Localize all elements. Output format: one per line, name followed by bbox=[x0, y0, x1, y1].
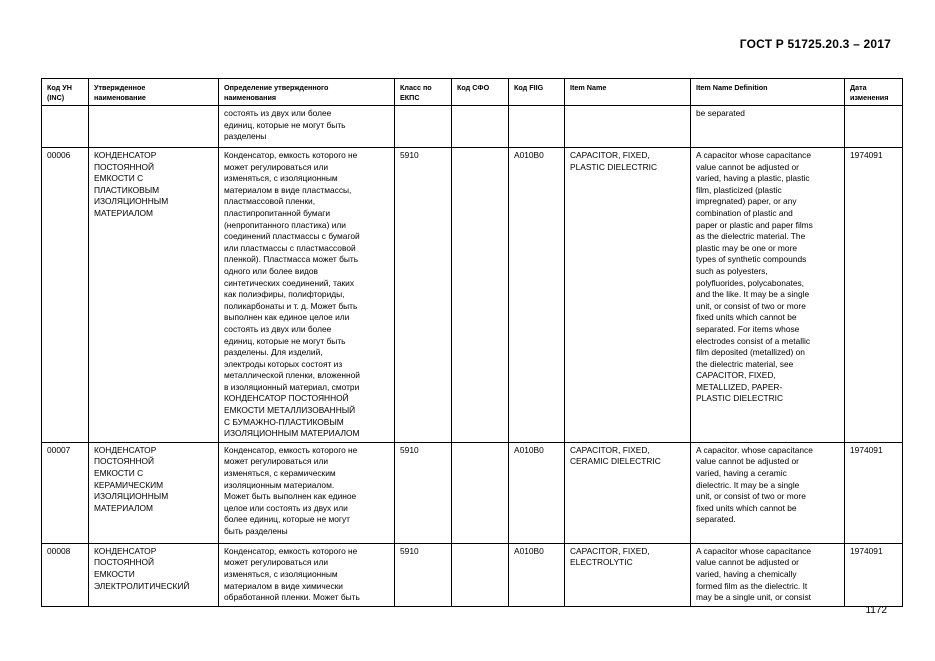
col-header-ekps-class: Класс по ЕКПС bbox=[395, 79, 452, 106]
cell-definition: состоять из двух или более единиц, которые не могут быть разделены bbox=[219, 106, 395, 148]
cell-class: 5910 bbox=[395, 148, 452, 443]
col-header-sfo: Код СФО bbox=[452, 79, 509, 106]
cell-item-definition: A capacitor whose capacitance value cannot be adjusted or varied, having a chemically formed film as the dielectric. It may be a single unit, or consist bbox=[691, 543, 845, 606]
cell-item-name: CAPACITOR, FIXED, ELECTROLYTIC bbox=[565, 543, 691, 606]
page-number: 1172 bbox=[865, 605, 887, 616]
cell-date: 1974091 bbox=[845, 543, 903, 606]
cell-name: КОНДЕНСАТОР ПОСТОЯННОЙ ЕМКОСТИ С КЕРАМИЧЕСКИМ ИЗОЛЯЦИОННЫМ МАТЕРИАЛОМ bbox=[89, 442, 219, 543]
cell-date bbox=[845, 106, 903, 148]
cell-item-definition: A capacitor. whose capacitance value cannot be adjusted or varied, having a ceramic dielectric. It may be a single unit, or consist of two or more fixed units which cannot be separated. bbox=[691, 442, 845, 543]
header-row bbox=[42, 79, 903, 106]
col-header-change-date: Дата изменения bbox=[845, 79, 903, 106]
col-header-approved-name: Утвержденное наименование bbox=[89, 79, 219, 106]
cell-inc: 00008 bbox=[42, 543, 89, 606]
cell-name: КОНДЕНСАТОР ПОСТОЯННОЙ ЕМКОСТИ С ПЛАСТИКОВЫМ ИЗОЛЯЦИОННЫМ МАТЕРИАЛОМ bbox=[89, 148, 219, 443]
spec-table bbox=[41, 78, 903, 607]
table-row bbox=[42, 148, 903, 443]
cell-fiig: A010B0 bbox=[509, 148, 565, 443]
col-header-inc: Код УН (INC) bbox=[42, 79, 89, 106]
col-header-item-name: Item Name bbox=[565, 79, 691, 106]
cell-sfo bbox=[452, 148, 509, 443]
cell-date: 1974091 bbox=[845, 442, 903, 543]
cell-definition: Конденсатор, емкость которого не может регулироваться или изменяться, с керамическим изоляционным материалом. Может быть выполнен как единое целое или состоять из двух или более единиц, которые не могут быть разделены bbox=[219, 442, 395, 543]
table-row bbox=[42, 106, 903, 148]
cell-inc: 00007 bbox=[42, 442, 89, 543]
document-code: ГОСТ Р 51725.20.3 – 2017 bbox=[739, 37, 891, 51]
col-header-definition: Определение утвержденного наименования bbox=[219, 79, 395, 106]
table-row bbox=[42, 543, 903, 606]
cell-item-name bbox=[565, 106, 691, 148]
cell-fiig bbox=[509, 106, 565, 148]
cell-item-name: CAPACITOR, FIXED, PLASTIC DIELECTRIC bbox=[565, 148, 691, 443]
col-header-fiig: Код FIIG bbox=[509, 79, 565, 106]
cell-sfo bbox=[452, 543, 509, 606]
cell-fiig: A010B0 bbox=[509, 543, 565, 606]
cell-sfo bbox=[452, 106, 509, 148]
cell-item-definition: be separated bbox=[691, 106, 845, 148]
table-row bbox=[42, 442, 903, 543]
cell-definition: Конденсатор, емкость которого не может регулироваться или изменяться, с изоляционным материалом в виде пластмассы, пластмассовой пленки, пластипропитанной бумаги (непропитанного пластика) или соединений пластмассы с бумагой или пластмассы с пластмассовой пленкой). Пластмасса может быть одного или более видов синтетических соединений, таких как полиэфиры, полифториды, поликарбонаты и т. д. Может быть выполнен как единое целое или состоять из двух или более единиц, которые не могут быть разделены. Для изделий, электроды которых состоят из металлической пленки, вложенной в изоляционный материал, смотри КОНДЕНСАТОР ПОСТОЯННОЙ ЕМКОСТИ МЕТАЛЛИЗОВАННЫЙ С БУМАЖНО-ПЛАСТИКОВЫМ ИЗОЛЯЦИОННЫМ МАТЕРИАЛОМ bbox=[219, 148, 395, 443]
cell-inc bbox=[42, 106, 89, 148]
cell-date: 1974091 bbox=[845, 148, 903, 443]
cell-class: 5910 bbox=[395, 543, 452, 606]
cell-item-definition: A capacitor whose capacitance value cannot be adjusted or varied, having a plastic, plastic film, plasticized (plastic impregnated) paper, or any combination of plastic and paper or plastic and paper films as the dielectric material. The plastic may be one or more types of synthetic compounds such as polyesters, polyfluorides, polycabonates, and the like. It may be a single unit, or consist of two or more fixed units which cannot be separated. For items whose electrodes consist of a metallic film deposited (metallized) on the dielectric material, see CAPACITOR, FIXED, METALLIZED, PAPER- PLASTIC DIELECTRIC bbox=[691, 148, 845, 443]
cell-class: 5910 bbox=[395, 442, 452, 543]
cell-definition: Конденсатор, емкость которого не может регулироваться или изменяться, с изоляционным материалом в виде химически обработанной пленки. Может быть bbox=[219, 543, 395, 606]
cell-name: КОНДЕНСАТОР ПОСТОЯННОЙ ЕМКОСТИ ЭЛЕКТРОЛИТИЧЕСКИЙ bbox=[89, 543, 219, 606]
col-header-item-definition: Item Name Definition bbox=[691, 79, 845, 106]
cell-name bbox=[89, 106, 219, 148]
cell-fiig: A010B0 bbox=[509, 442, 565, 543]
cell-sfo bbox=[452, 442, 509, 543]
cell-inc: 00006 bbox=[42, 148, 89, 443]
cell-item-name: CAPACITOR, FIXED, CERAMIC DIELECTRIC bbox=[565, 442, 691, 543]
cell-class bbox=[395, 106, 452, 148]
